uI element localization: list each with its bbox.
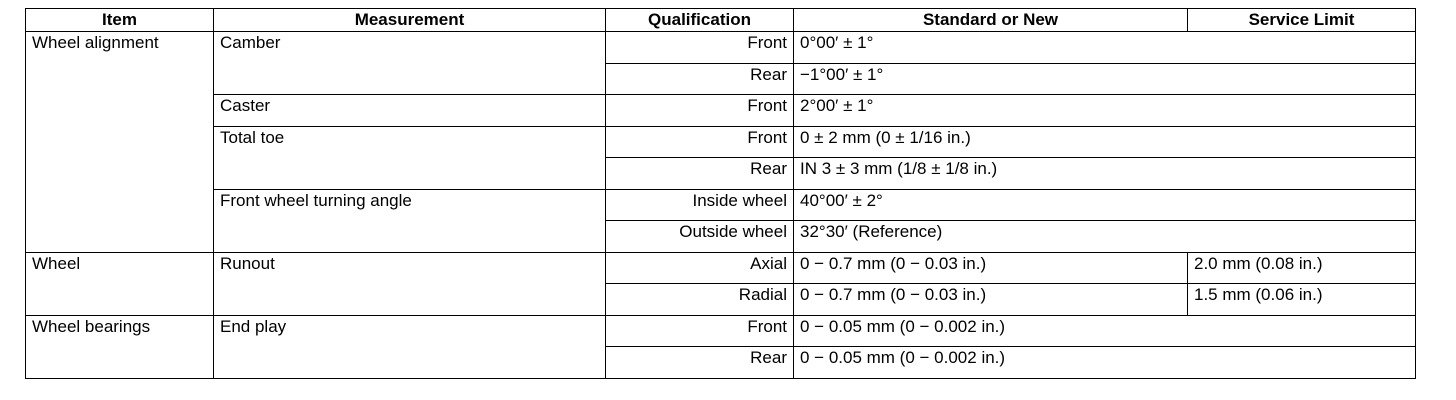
standard-cell: 40°00′ ± 2° [794, 189, 1416, 221]
standard-cell: 0 − 0.05 mm (0 − 0.002 in.) [794, 315, 1416, 347]
measurement-cell: Front wheel turning angle [214, 189, 606, 252]
standard-cell: 0 − 0.05 mm (0 − 0.002 in.) [794, 347, 1416, 379]
qualification-cell: Rear [606, 63, 794, 95]
qualification-cell: Inside wheel [606, 189, 794, 221]
table-row [26, 189, 1416, 221]
standard-cell: 0 ± 2 mm (0 ± 1/16 in.) [794, 126, 1416, 158]
item-cell: Wheel alignment [26, 32, 214, 253]
standard-cell: 0 − 0.7 mm (0 − 0.03 in.) [794, 284, 1188, 316]
item-cell: Wheel bearings [26, 315, 214, 378]
header-item: Item [26, 9, 214, 32]
service-limit-cell: 1.5 mm (0.06 in.) [1188, 284, 1416, 316]
spec-table [25, 8, 1416, 379]
measurement-cell: End play [214, 315, 606, 378]
table-row [26, 252, 1416, 284]
item-cell: Wheel [26, 252, 214, 315]
standard-cell: 2°00′ ± 1° [794, 95, 1416, 127]
measurement-cell: Runout [214, 252, 606, 315]
measurement-cell: Total toe [214, 126, 606, 189]
table-row [26, 315, 1416, 347]
standard-cell: IN 3 ± 3 mm (1/8 ± 1/8 in.) [794, 158, 1416, 190]
qualification-cell: Radial [606, 284, 794, 316]
table-row [26, 32, 1416, 64]
table-row [26, 126, 1416, 158]
qualification-cell: Front [606, 95, 794, 127]
standard-cell: 0 − 0.7 mm (0 − 0.03 in.) [794, 252, 1188, 284]
qualification-cell: Rear [606, 347, 794, 379]
header-qualification: Qualification [606, 9, 794, 32]
header-row [26, 9, 1416, 32]
qualification-cell: Front [606, 315, 794, 347]
qualification-cell: Front [606, 32, 794, 64]
service-limit-cell: 2.0 mm (0.08 in.) [1188, 252, 1416, 284]
standard-cell: −1°00′ ± 1° [794, 63, 1416, 95]
measurement-cell: Caster [214, 95, 606, 127]
qualification-cell: Axial [606, 252, 794, 284]
header-service-limit: Service Limit [1188, 9, 1416, 32]
qualification-cell: Rear [606, 158, 794, 190]
qualification-cell: Outside wheel [606, 221, 794, 253]
qualification-cell: Front [606, 126, 794, 158]
table-row [26, 95, 1416, 127]
header-measurement: Measurement [214, 9, 606, 32]
measurement-cell: Camber [214, 32, 606, 95]
header-standard: Standard or New [794, 9, 1188, 32]
standard-cell: 32°30′ (Reference) [794, 221, 1416, 253]
standard-cell: 0°00′ ± 1° [794, 32, 1416, 64]
